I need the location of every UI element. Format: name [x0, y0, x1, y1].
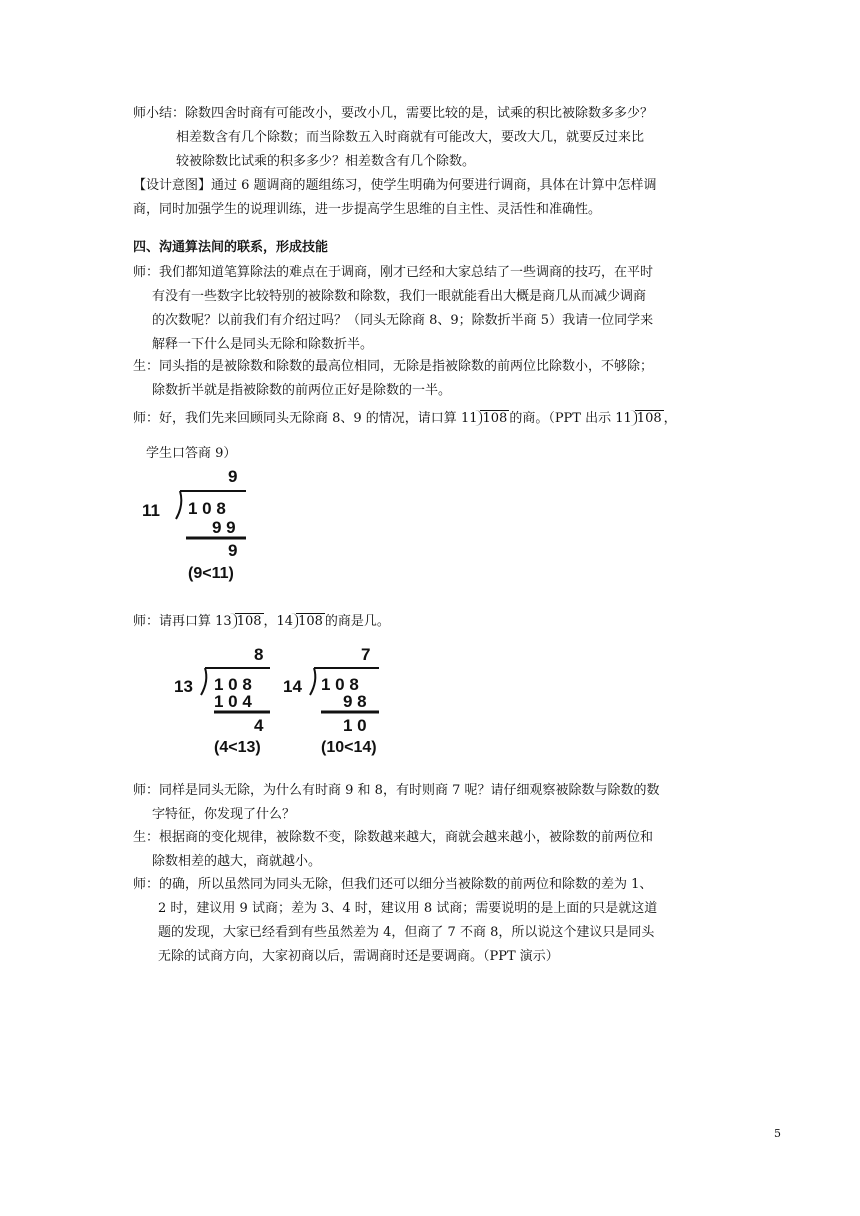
oral-text-c: 的商是几。: [324, 614, 390, 629]
summary-line-2: 相差数含有几个除数；而当除数五入时商就有可能改大，要改大几，就要反过来比: [176, 130, 645, 145]
teacher-review-line: [133, 410, 677, 428]
intent-line-1: 【设计意图】通过 6 题调商的题组练习，使学生明确为何要进行调商，具体在计算中怎样调: [133, 178, 657, 193]
comparison-note: (10<14): [321, 739, 377, 756]
teacher-line-3: 的次数呢？以前我们有介绍过吗？（同头无除商 8、9；除数折半商 5）我请一位同学来: [152, 313, 654, 328]
product: 1 0 4: [214, 692, 252, 711]
comparison-note: (4<13): [214, 739, 261, 756]
summary-line-1: 师小结：除数四舍时商有可能改小，要改小几，需要比较的是，试乘的积比被除数多多少？: [133, 106, 654, 121]
teacher-line-2: 有没有一些数字比较特别的被除数和除数，我们一眼就能看出大概是商几从而减少调商: [152, 289, 647, 304]
student-answer-line-1: 生：根据商的变化规律，被除数不变，除数越来越大，商就会越来越小，被除数的前两位和: [133, 830, 654, 845]
teacher-conclusion-line-3: 题的发现，大家已经看到有些虽然差为 4，但商了 7 不商 8，所以说这个建议只是同头: [158, 925, 655, 940]
long-division-108-ppt: 108: [636, 411, 662, 426]
product: 9 9: [212, 518, 236, 537]
division-bracket: [201, 668, 206, 695]
teacher-oral-line: [133, 613, 390, 631]
student-line-1: 生：同头指的是被除数和除数的最高位相同，无除是指被除数的前两位比除数小，不够除；: [133, 359, 654, 374]
quotient: 7: [361, 645, 371, 664]
product: 9 8: [343, 692, 367, 711]
remainder: 1 0: [343, 716, 367, 735]
teacher-line-4: 解释一下什么是同头无除和除数折半。: [152, 337, 374, 352]
long-division-figure-14: [283, 640, 398, 760]
long-division-figure-13: [170, 640, 280, 760]
oral-text-b: ，14: [263, 614, 294, 629]
long-division-13: 108: [236, 614, 262, 629]
remainder: 9: [228, 541, 238, 560]
long-division-14: 108: [298, 614, 323, 629]
teacher-line-1: 师：我们都知道笔算除法的难点在于调商，刚才已经和大家总结了一些调商的技巧，在平时: [133, 265, 654, 280]
section-heading: 四、沟通算法间的联系，形成技能: [133, 240, 329, 255]
quotient: 8: [254, 645, 264, 664]
teacher-conclusion-line-1: 师：的确，所以虽然同为同头无除，但我们还可以细分当被除数的前两位和除数的差为 1、: [133, 877, 653, 892]
summary-line-3: 较被除数比试乘的积多多少？相差数含有几个除数。: [176, 154, 476, 169]
long-division-figure-11: [138, 462, 258, 587]
comparison-note: (9<11): [188, 565, 234, 582]
student-answer-line: 学生口答商 9）: [146, 446, 237, 461]
intent-line-2: 商，同时加强学生的说理训练，进一步提高学生思维的自主性、灵活性和准确性。: [133, 202, 602, 217]
divisor: 13: [174, 677, 193, 696]
teacher-conclusion-line-4: 无除的试商方向，大家初商以后，需调商时还是要调商。（PPT 演示）: [158, 949, 559, 964]
review-text-a: 师：好，我们先来回顾同头无除商 8、9 的情况，请口算 11: [133, 411, 478, 426]
divisor: 11: [142, 501, 160, 520]
division-bracket: [310, 668, 315, 695]
dividend: 1 0 8: [188, 499, 226, 518]
remainder: 4: [254, 716, 264, 735]
review-text-b: 的商。（PPT 出示 11: [509, 411, 632, 426]
dividend: 1 0 8: [321, 675, 359, 694]
division-bracket: [176, 491, 181, 519]
teacher-question-line-2: 字特征，你发现了什么？: [152, 807, 296, 822]
quotient: 9: [228, 467, 238, 486]
review-text-c: ，: [663, 411, 677, 426]
page-number: 5: [774, 1127, 781, 1140]
long-division-108: 108: [482, 411, 508, 426]
dividend: 1 0 8: [214, 675, 252, 694]
oral-text-a: 师：请再口算 13: [133, 614, 232, 629]
teacher-conclusion-line-2: 2 时，建议用 9 试商；差为 3、4 时，建议用 8 试商；需要说明的是上面的只是就这道: [158, 901, 658, 916]
divisor: 14: [283, 677, 302, 696]
student-answer-line-2: 除数相差的越大，商就越小。: [152, 854, 322, 869]
teacher-question-line-1: 师：同样是同头无除，为什么有时商 9 和 8，有时则商 7 呢？请仔细观察被除数与除数的数: [133, 783, 660, 798]
student-line-2: 除数折半就是指被除数的前两位正好是除数的一半。: [152, 383, 452, 398]
